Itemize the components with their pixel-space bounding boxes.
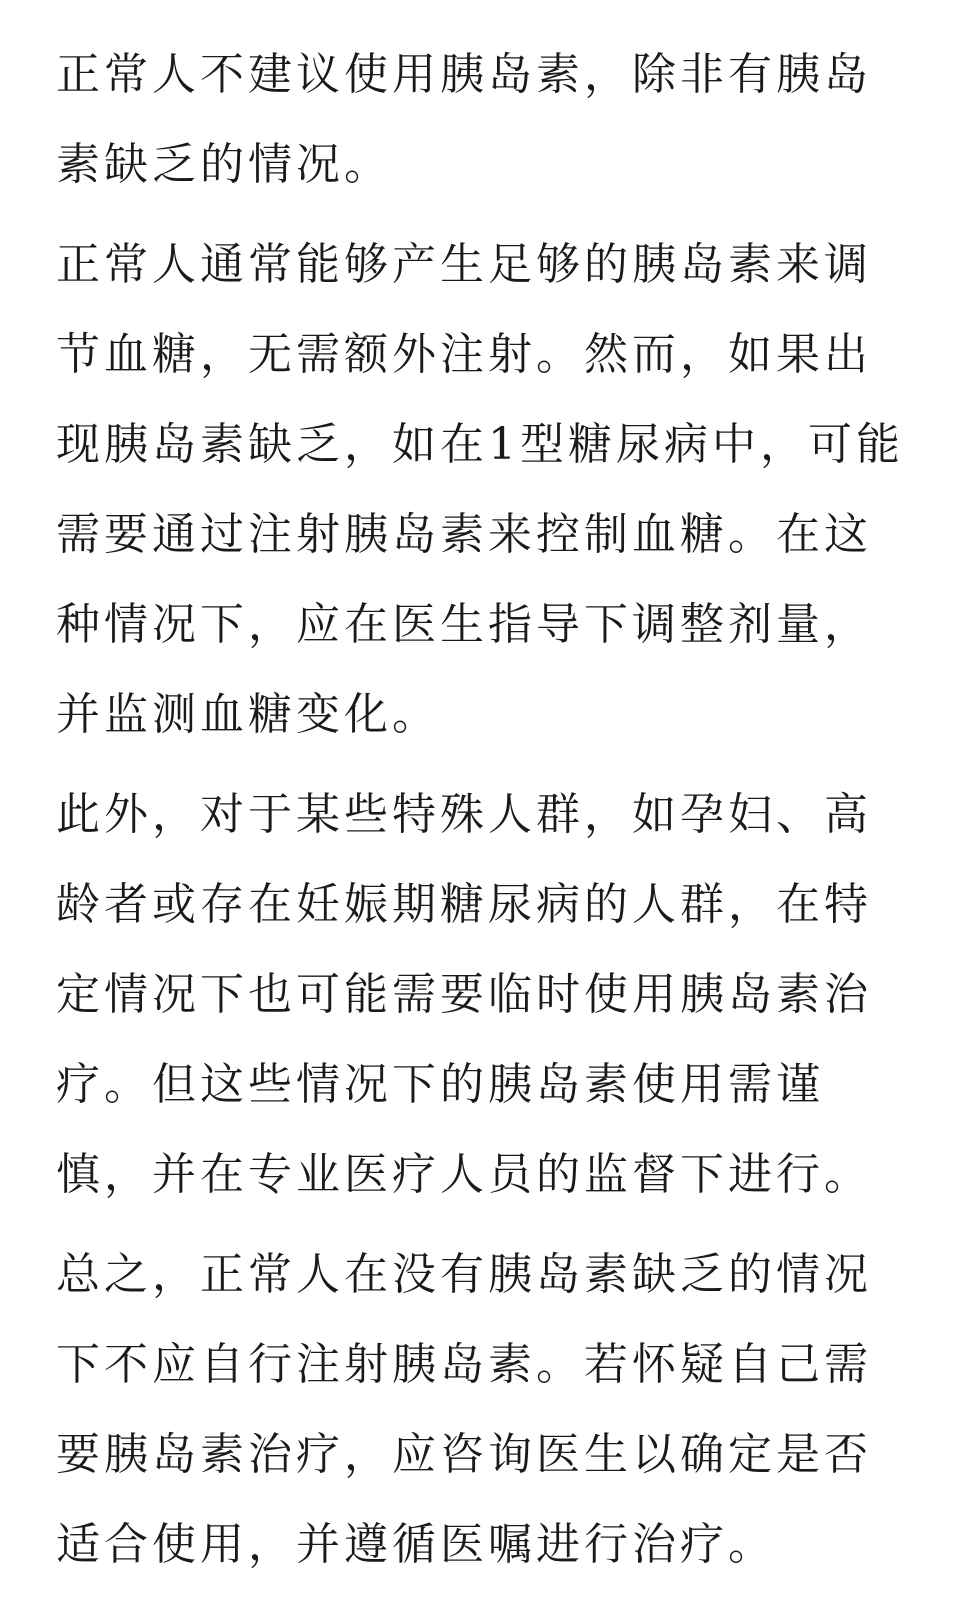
paragraph-1: 正常人不建议使用胰岛素，除非有胰岛素缺乏的情况。: [56, 49, 872, 190]
document-body: [56, 30, 906, 1600]
paragraph-3: 此外，对于某些特殊人群，如孕妇、高龄者或存在妊娠期糖尿病的人群，在特定情况下也可能需要临时使用胰岛素治疗。但这些情况下的胰岛素使用需谨慎，并在专业医疗人员的监督下进行。: [56, 789, 872, 1200]
paragraph-4: 总之，正常人在没有胰岛素缺乏的情况下不应自行注射胰岛素。若怀疑自己需要胰岛素治疗，应咨询医生以确定是否适合使用，并遵循医嘱进行治疗。: [56, 1249, 872, 1570]
paragraph-2: 正常人通常能够产生足够的胰岛素来调节血糖，无需额外注射。然而，如果出现胰岛素缺乏，如在1型糖尿病中，可能需要通过注射胰岛素来控制血糖。在这种情况下，应在医生指导下调整剂量，并监测血糖变化。: [56, 239, 904, 740]
